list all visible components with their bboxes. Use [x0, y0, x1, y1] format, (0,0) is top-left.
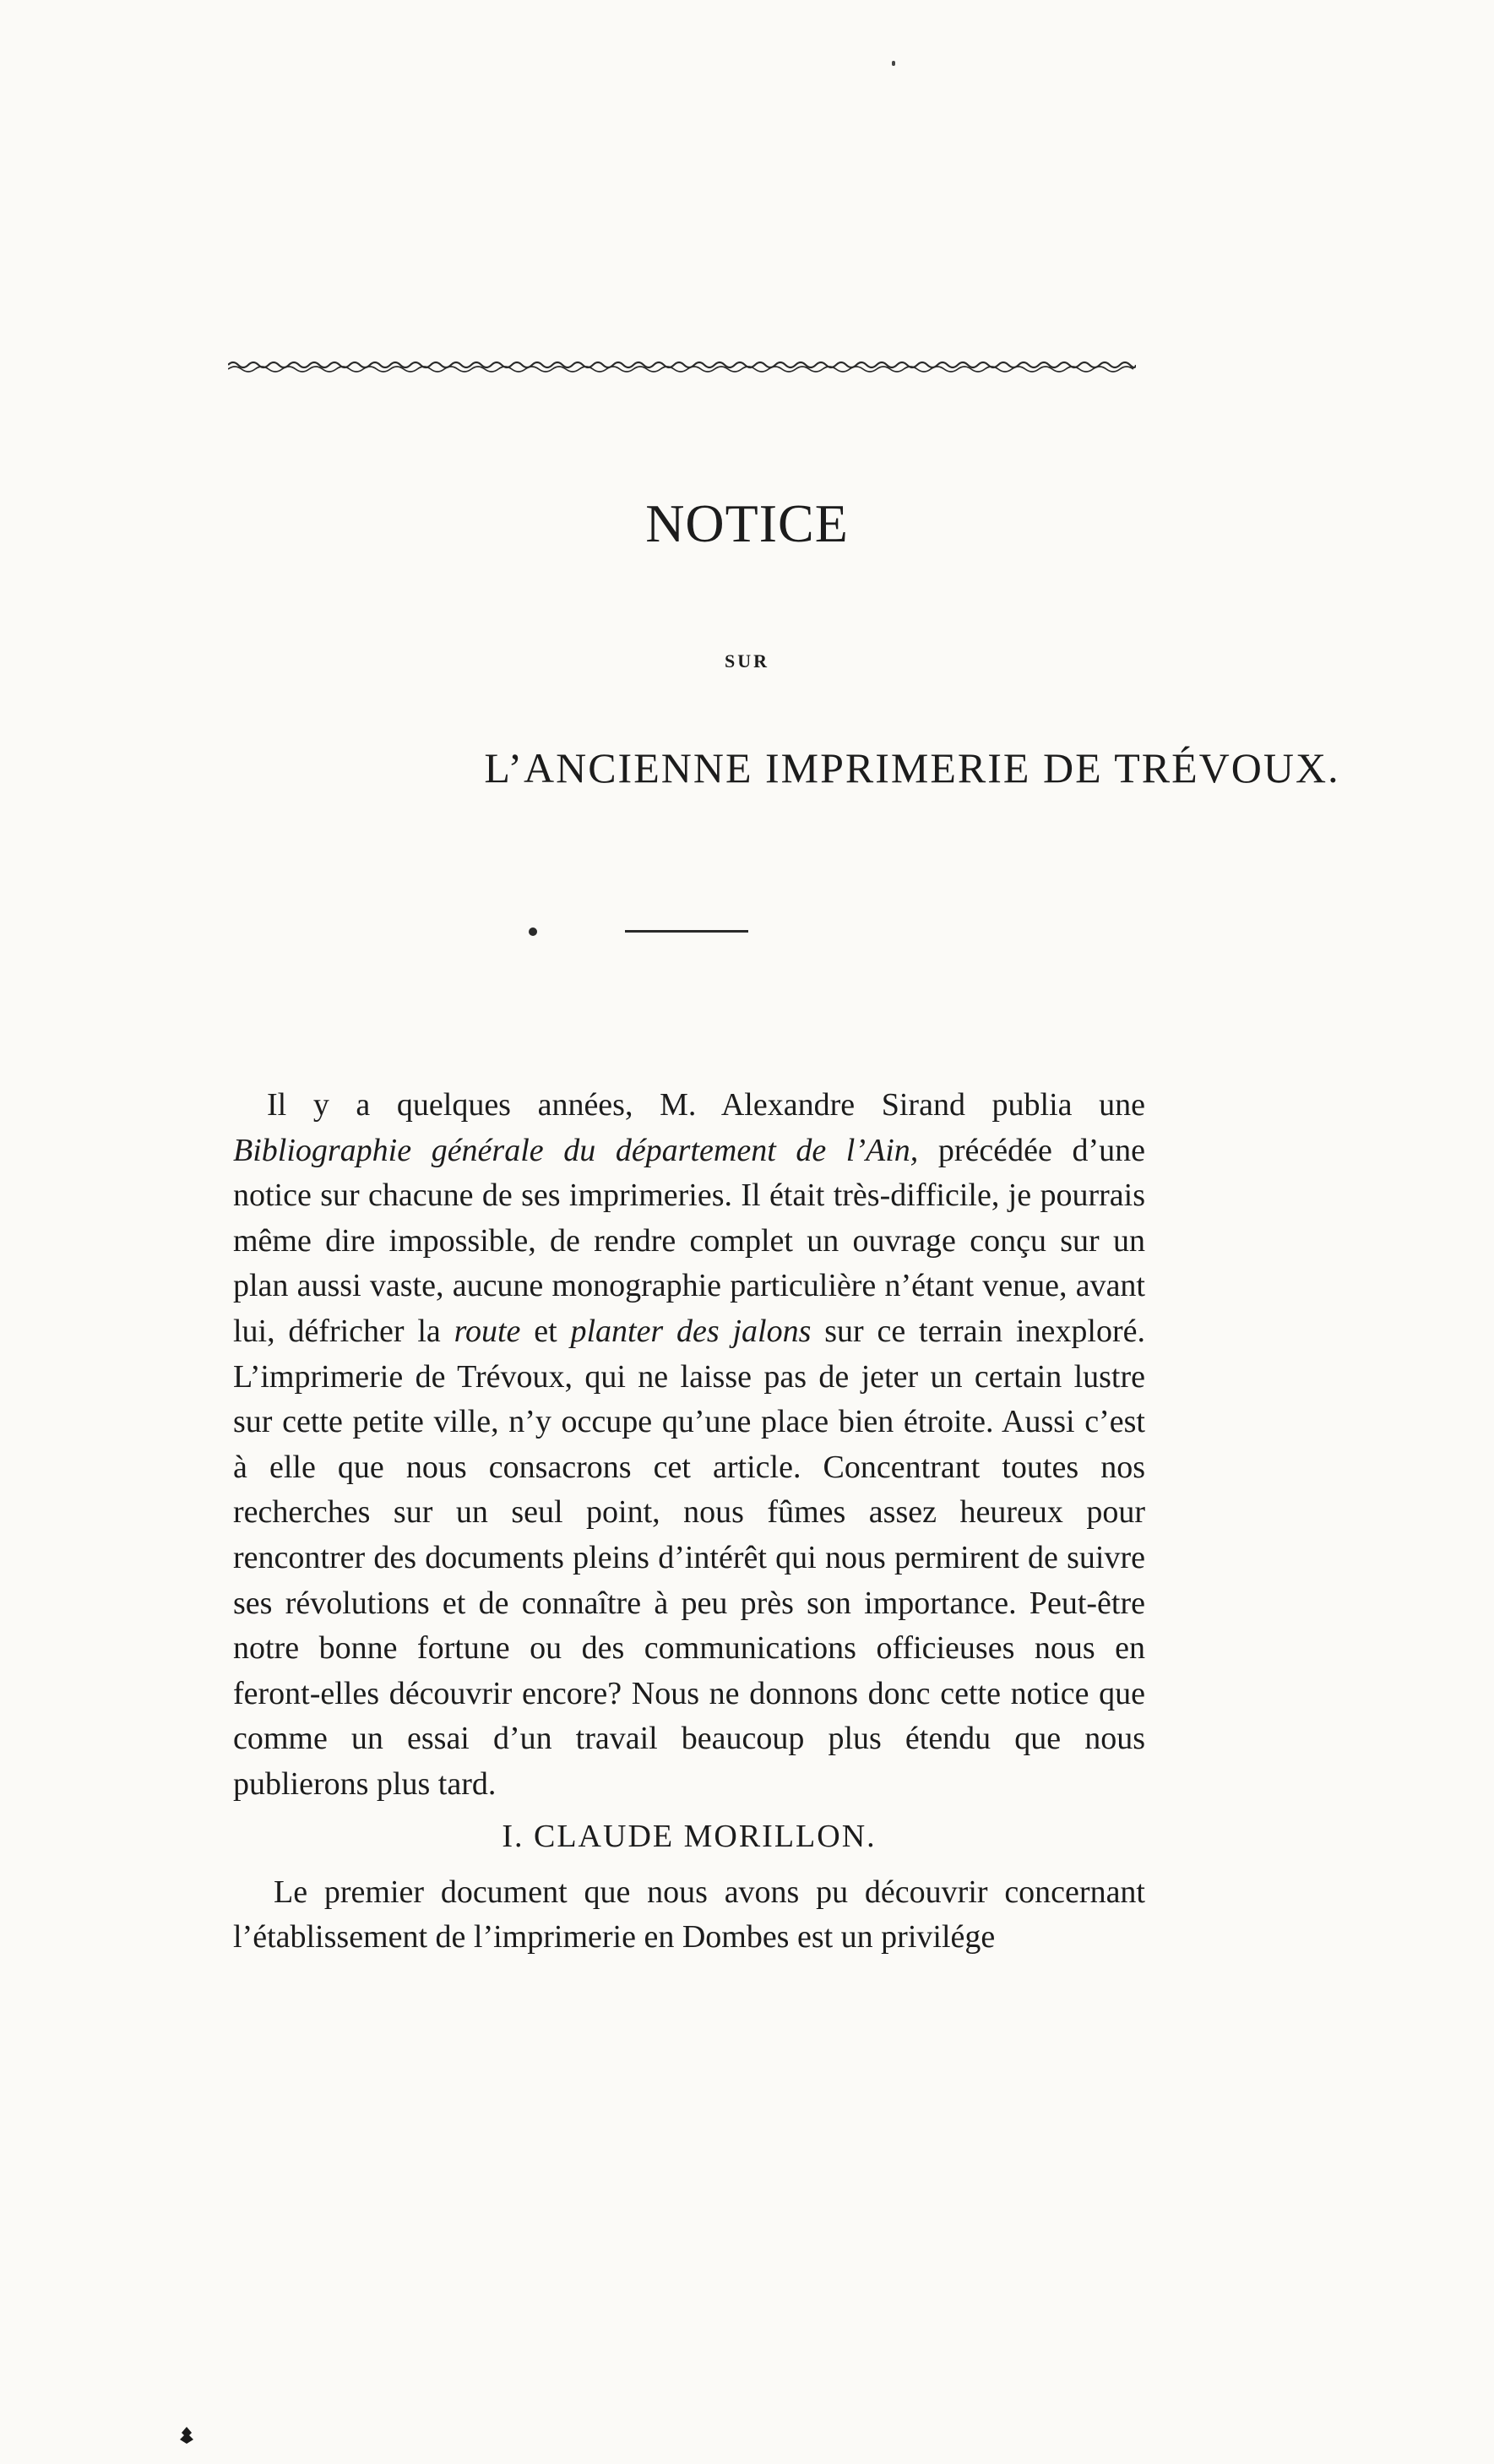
page-title: NOTICE — [645, 493, 849, 553]
title-connector: SUR — [724, 650, 769, 672]
paragraph-intro-part2: précédée d’une notice sur chacune de ses imprimeries. Il était très-difficile, je pourrais même dire impossible, de rendre complet un ouvrage conçu sur un plan aussi vaste, aucune monographie particulière n’étant venue, avant lui, défricher la — [233, 1132, 1145, 1349]
paragraph-intro-italic-jalons: planter des jalons — [570, 1313, 812, 1349]
paragraph-intro-part4: sur ce terrain inexploré. L’imprimerie de Trévoux, qui ne laisse pas de jeter un certain lustre sur cette petite ville, n’y occupe qu’une place bien étroite. Aussi c’est à elle que nous consacrons cet article. Concentrant toutes nos recherches sur un seul point, nous fûmes assez heureux pour rencontrer des documents pleins d’intérêt qui nous permirent de suivre ses révolutions et de connaître à peu près son importance. Peut-être notre bonne fortune ou des communications officieuses nous en feront-elles découvrir encore? Nous ne donnons donc cette notice que comme un essai d’un travail beaucoup plus étendu que nous publierons plus tard. — [233, 1313, 1145, 1802]
page-subtitle — [0, 743, 1360, 792]
paragraph-intro-italic-title: Bibliographie générale du département de l’Ain, — [233, 1132, 919, 1168]
article-body — [233, 1083, 1145, 1961]
paragraph-intro-part3: et — [520, 1313, 571, 1349]
bullet-mark — [529, 927, 537, 936]
paragraph-intro — [233, 1083, 1145, 1808]
ornamental-wavy-rule — [228, 353, 1136, 377]
speck-mark — [892, 61, 895, 66]
section-heading: I. CLAUDE MORILLON. — [502, 1818, 877, 1854]
paragraph-intro-italic-route: route — [454, 1313, 521, 1349]
printer-mark-icon — [177, 2426, 196, 2445]
paragraph-section-one: Le premier document que nous avons pu découvrir concernant l’établissement de l’imprimerie en Dombes est un privilége — [233, 1874, 1145, 1955]
section-divider — [625, 930, 748, 933]
paragraph-intro-part1: Il y a quelques années, M. Alexandre Sirand publia une — [267, 1087, 1145, 1123]
subtitle-text: L’ANCIENNE IMPRIMERIE DE TRÉVOUX. — [484, 744, 1340, 791]
